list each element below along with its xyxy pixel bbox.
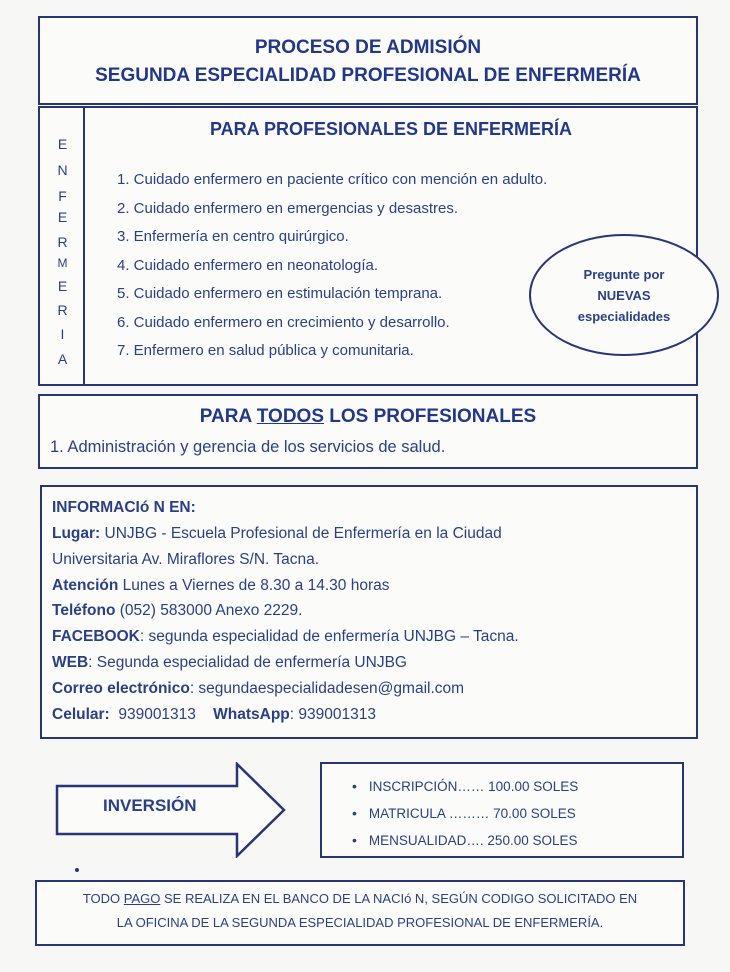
field-value: : 939001313	[289, 706, 376, 723]
field-value: : Segunda especialidad de enfermería UNJBG	[88, 654, 407, 671]
heading-part: PARA	[199, 406, 257, 427]
vertical-letter: E	[57, 278, 68, 294]
vertical-letter: M	[57, 256, 68, 270]
info-heading	[52, 499, 196, 517]
vertical-letter: N	[57, 162, 68, 178]
notice-line-2: LA OFICINA DE LA SEGUNDA ESPECIALIDAD PROFESIONAL DE ENFERMERÍA.	[116, 915, 604, 930]
stray-dot	[75, 868, 79, 872]
info-heading-text: INFORMACIó N EN:	[52, 499, 196, 516]
payment-notice-box	[35, 880, 685, 946]
vertical-letter: E	[57, 136, 68, 152]
field-value: UNJBG - Escuela Profesional de Enfermería en la Ciudad	[100, 525, 502, 542]
info-email	[52, 680, 464, 698]
heading-part: LOS PROFESIONALES	[324, 406, 537, 427]
list-item: • MENSUALIDAD…. 250.00 SOLES	[352, 827, 578, 854]
info-atencion	[52, 577, 389, 595]
field-label: Atención	[52, 577, 119, 594]
list-item: 3. Enfermería en centro quirúrgico.	[117, 228, 349, 245]
vertical-letter: R	[57, 302, 68, 318]
all-professionals-box	[38, 394, 698, 469]
fees-list	[352, 773, 578, 854]
info-lugar	[52, 525, 502, 543]
bubble-line-2: NUEVAS	[597, 287, 651, 303]
investment-label: INVERSIÓN	[103, 796, 197, 815]
info-telefono	[52, 602, 302, 620]
vertical-letter: A	[57, 351, 68, 367]
field-label: Correo electrónico	[52, 680, 190, 697]
vertical-letter: R	[57, 234, 68, 250]
vertical-letter: F	[58, 188, 67, 204]
field-value: Lunes a Viernes de 8.30 a 14.30 horas	[118, 577, 390, 594]
notice-line-1	[37, 891, 683, 906]
bubble-line-1: Pregunte por	[583, 266, 665, 282]
list-item: 5. Cuidado enfermero en estimulación temprana.	[117, 285, 443, 302]
field-label: WEB	[52, 654, 89, 671]
list-item: 7. Enfermero en salud pública y comunitaria.	[117, 342, 414, 359]
bubble-line-3: especialidades	[577, 308, 671, 324]
notice-part: SE REALIZA EN EL BANCO DE LA NACIó N, SEGÚN CODIGO SOLICITADO EN	[160, 891, 638, 906]
new-specialties-bubble	[529, 234, 719, 356]
nursing-specialties-list	[117, 166, 547, 366]
vertical-letter: I	[60, 326, 65, 342]
notice-part: TODO	[82, 891, 124, 906]
field-value: (052) 583000 Anexo 2229.	[115, 602, 303, 619]
field-label: WhatsApp	[213, 706, 290, 723]
field-label: Lugar:	[52, 525, 101, 542]
list-item: • INSCRIPCIÓN…… 100.00 SOLES	[352, 773, 578, 800]
information-box	[40, 485, 698, 739]
title-box	[38, 16, 698, 105]
field-value: : segundaespecialidadesen@gmail.com	[189, 680, 465, 697]
info-phones	[52, 706, 376, 724]
list-item: • MATRICULA ……… 70.00 SOLES	[352, 800, 578, 827]
list-item: 2. Cuidado enfermero en emergencias y desastres.	[117, 199, 459, 217]
vertical-letter: E	[57, 209, 68, 225]
notice-underlined-part: PAGO	[123, 891, 161, 906]
info-web	[52, 654, 407, 672]
title-line-2: SEGUNDA ESPECIALIDAD PROFESIONAL DE ENFERMERÍA	[95, 65, 641, 86]
all-professionals-heading	[40, 406, 696, 428]
info-lugar-continued: Universitaria Av. Miraflores S/N. Tacna.	[52, 551, 320, 568]
heading-underlined-part: TODOS	[256, 406, 324, 427]
field-value: : segunda especialidad de enfermería UNJBG – Tacna.	[139, 628, 519, 645]
title-line-1: PROCESO DE ADMISIÓN	[254, 37, 482, 58]
field-value: 939001313	[109, 706, 214, 723]
list-item: 4. Cuidado enfermero en neonatología.	[117, 256, 379, 274]
field-label: Teléfono	[52, 602, 116, 619]
info-facebook	[52, 628, 519, 646]
vertical-enfermeria-label	[40, 108, 85, 384]
fees-box	[320, 762, 684, 858]
nursing-heading: PARA PROFESIONALES DE ENFERMERÍA	[209, 119, 573, 139]
field-label: Celular:	[52, 706, 110, 723]
list-item: 1. Cuidado enfermero en paciente crítico con mención en adulto.	[117, 171, 548, 188]
list-item: 1. Administración y gerencia de los servicios de salud.	[50, 438, 446, 456]
field-label: FACEBOOK	[52, 628, 140, 645]
list-item: 6. Cuidado enfermero en crecimiento y desarrollo.	[117, 313, 450, 331]
